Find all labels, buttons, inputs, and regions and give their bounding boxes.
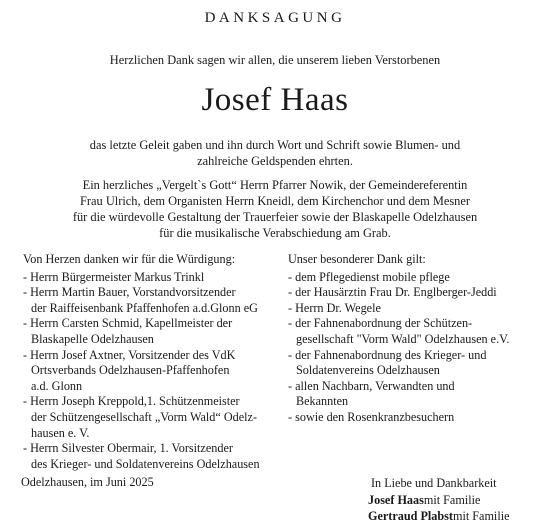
- gratitude-line-1: Ein herzliches „Vergelt`s Gott“ Herrn Pfarrer Nowik, der Gemeindereferentin: [82, 178, 468, 192]
- deceased-name: Josef Haas: [201, 82, 349, 118]
- right-column-heading: Unser besonderer Dank gilt:: [288, 252, 426, 266]
- right-list-line: - Herrn Dr. Wegele: [288, 300, 381, 315]
- right-list-line: Soldatenvereins Odelzhausen: [296, 363, 440, 378]
- left-list-line: der Raiffeisenbank Pfaffenhofen a.d.Glonn eG: [31, 300, 258, 315]
- left-column-heading: Von Herzen danken wir für die Würdigung:: [23, 252, 236, 266]
- right-list-line: - dem Pflegedienst mobile pflege: [288, 269, 450, 284]
- closing-phrase: In Liebe und Dankbarkeit: [371, 476, 497, 490]
- left-list-line: des Krieger- und Soldatenvereins Odelzhausen: [31, 456, 260, 471]
- left-list-line: - Herrn Silvester Obermair, 1. Vorsitzender: [23, 441, 233, 456]
- gratitude-line-2: Frau Ulrich, dem Organisten Herrn Kneidl, dem Kirchenchor und dem Mesner: [80, 194, 470, 208]
- left-list-line: hausen e. V.: [31, 425, 90, 440]
- right-list-line: - der Hausärztin Frau Dr. Englberger-Jeddi: [288, 285, 497, 300]
- right-list-line: gesellschaft "Vorm Wald" Odelzhausen e.V.: [296, 331, 510, 346]
- left-list-line: - Herrn Josef Axtner, Vorsitzender des VdK: [23, 347, 236, 362]
- right-list-line: - der Fahnenabordnung des Krieger- und: [288, 347, 487, 362]
- left-list-line: der Schützengesellschaft „Vorm Wald“ Odelz-: [31, 409, 257, 424]
- signature-block: [368, 475, 513, 525]
- right-thanks-column: [288, 252, 538, 426]
- thanks-line-2: zahlreiche Geldspenden ehrten.: [197, 154, 353, 168]
- left-list-line: - Herrn Martin Bauer, Vorstandvorsitzender: [23, 285, 236, 300]
- place-and-date: Odelzhausen, im Juni 2025: [21, 475, 154, 489]
- left-list-line: - Herrn Joseph Kreppold,1. Schützenmeister: [23, 394, 240, 409]
- gratitude-line-4: für die musikalische Verabschiedung am Grab.: [159, 226, 391, 240]
- left-list-line: a.d. Glonn: [31, 378, 83, 393]
- left-list-line: - Herrn Carsten Schmid, Kapellmeister der: [23, 316, 233, 331]
- left-thanks-column: [23, 252, 293, 472]
- signatory-suffix: mit Familie: [452, 509, 510, 523]
- left-list-line: - Herrn Bürgermeister Markus Trinkl: [23, 269, 205, 284]
- signatory-suffix: mit Familie: [423, 492, 481, 507]
- page-title: DANKSAGUNG: [204, 10, 346, 26]
- gratitude-line-3: für die würdevolle Gestaltung der Trauerfeier sowie der Blaskapelle Odelzhausen: [72, 210, 478, 224]
- thanks-line-1: das letzte Geleit gaben und ihn durch Wort und Schrift sowie Blumen- und: [89, 138, 461, 152]
- signature-line-1: [368, 492, 510, 509]
- right-list-line: - sowie den Rosenkranzbesuchern: [288, 409, 455, 424]
- left-list-line: Ortsverbands Odelzhausen-Pfaffenhofen: [31, 363, 230, 378]
- right-list-line: - allen Nachbarn, Verwandten und: [288, 378, 455, 393]
- signatory-name: Josef Haas: [368, 492, 424, 507]
- intro-text: Herzlichen Dank sagen wir allen, die unserem lieben Verstorbenen: [109, 53, 441, 67]
- right-list-line: - der Fahnenabordnung der Schützen-: [288, 316, 473, 331]
- signatory-name: Gertraud Plabst: [368, 509, 453, 523]
- signature-line-2: [368, 508, 510, 525]
- right-list-line: Bekannten: [296, 394, 349, 409]
- left-list-line: Blaskapelle Odelzhausen: [31, 331, 154, 346]
